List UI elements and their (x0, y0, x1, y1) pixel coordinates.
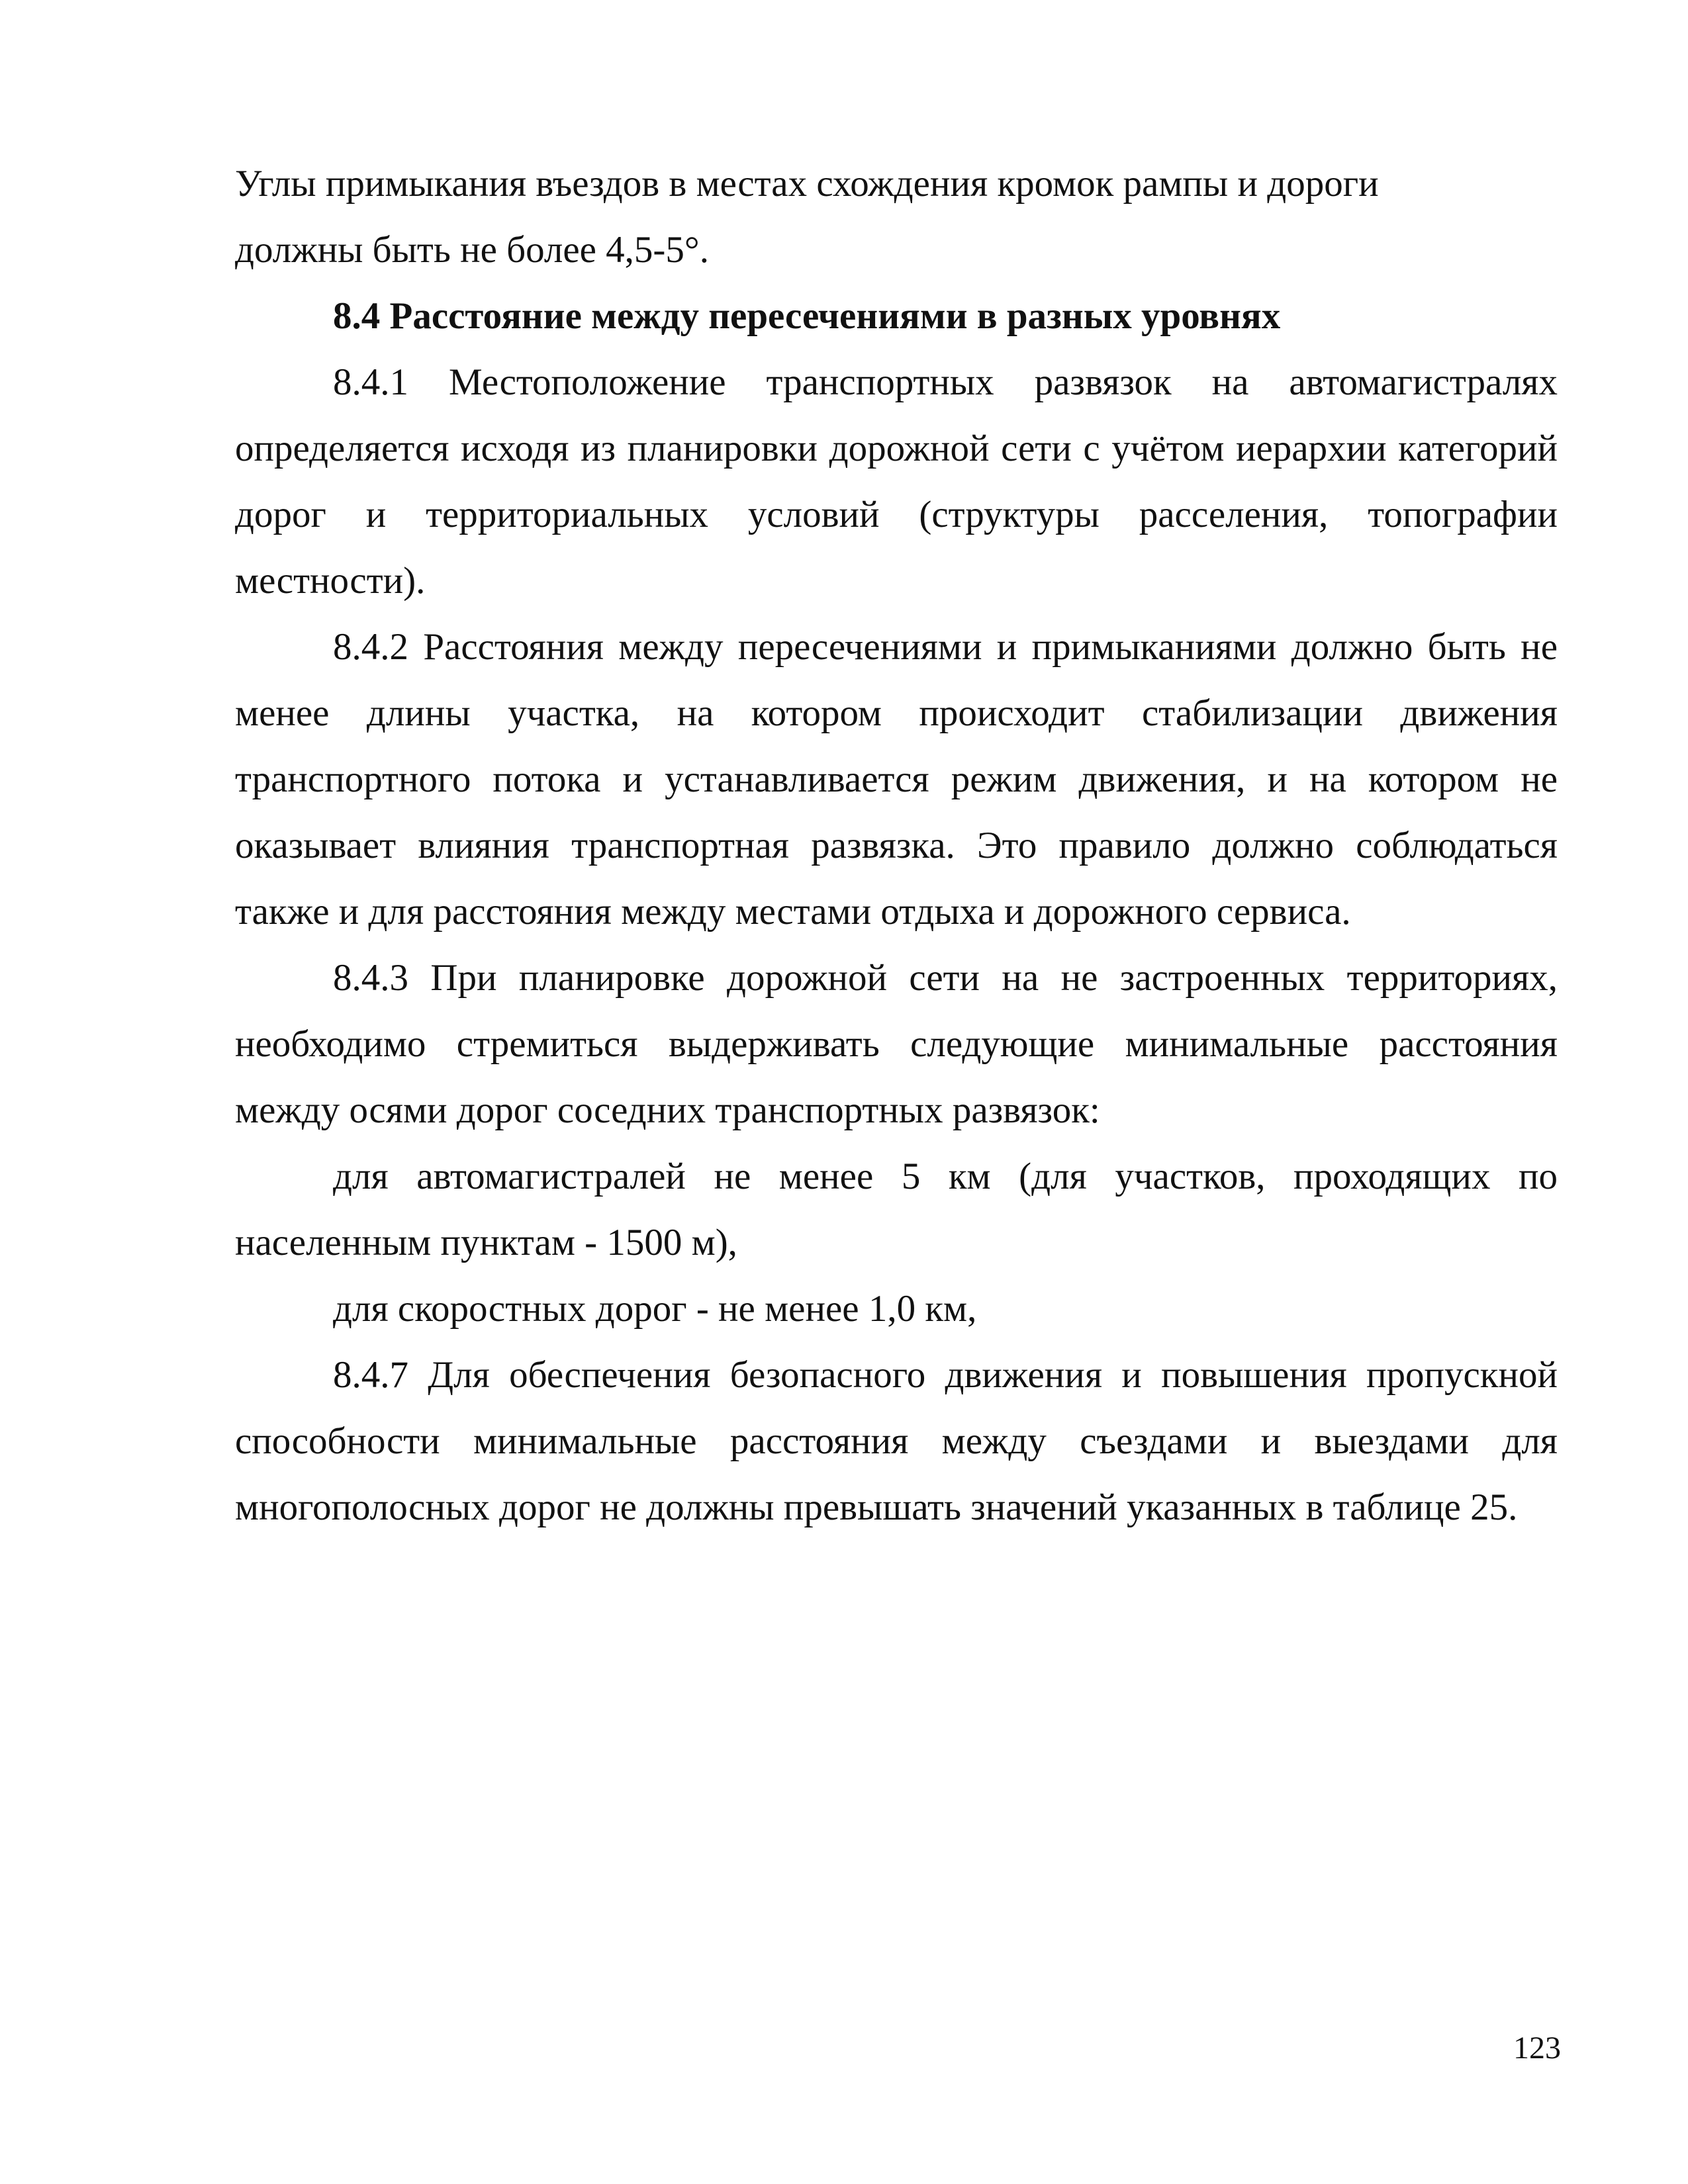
intro-paragraph (235, 151, 1558, 283)
paragraph-8-4-7: 8.4.7 Для обеспечения безопасного движения и повышения пропускной способности минимальные расстояния между съездами и выездами для многополосных дорог не должны превышать значений указанных в таблице 25. (235, 1354, 1558, 1528)
document-body (235, 151, 1558, 1541)
intro-line-2: должны быть не более 4,5-5°. (235, 229, 709, 271)
paragraph-8-4-1: 8.4.1 Местоположение транспортных развязок на автомагистралях определяется исходя из планировки дорожной сети с учётом иерархии категорий дорог и территориальных условий (структуры расселения, топографии местности). (235, 361, 1558, 602)
paragraph-8-4-3: 8.4.3 При планировке дорожной сети на не застроенных территориях, необходимо стремиться выдерживать следующие минимальные расстояния между осями дорог соседних транспортных развязок: (235, 957, 1558, 1131)
paragraph-motorways: для автомагистралей не менее 5 км (для участков, проходящих по населенным пунктам - 1500 м), (235, 1156, 1558, 1263)
section-heading: 8.4 Расстояние между пересечениями в разных уровнях (333, 295, 1281, 337)
paragraph-8-4-2: 8.4.2 Расстояния между пересечениями и примыканиями должно быть не менее длины участка, на котором происходит стабилизации движения транспортного потока и устанавливается режим движения, и на котором не оказывает влияния транспортная развязка. Это правило должно соблюдаться также и для расстояния между местами отдыха и дорожного сервиса. (235, 626, 1558, 933)
paragraph-express-roads: для скоростных дорог - не менее 1,0 км, (333, 1288, 977, 1330)
intro-line-1: Углы примыкания въездов в местах схождения кромок рампы и дороги (235, 163, 1379, 205)
page-number: 123 (1513, 2030, 1561, 2066)
